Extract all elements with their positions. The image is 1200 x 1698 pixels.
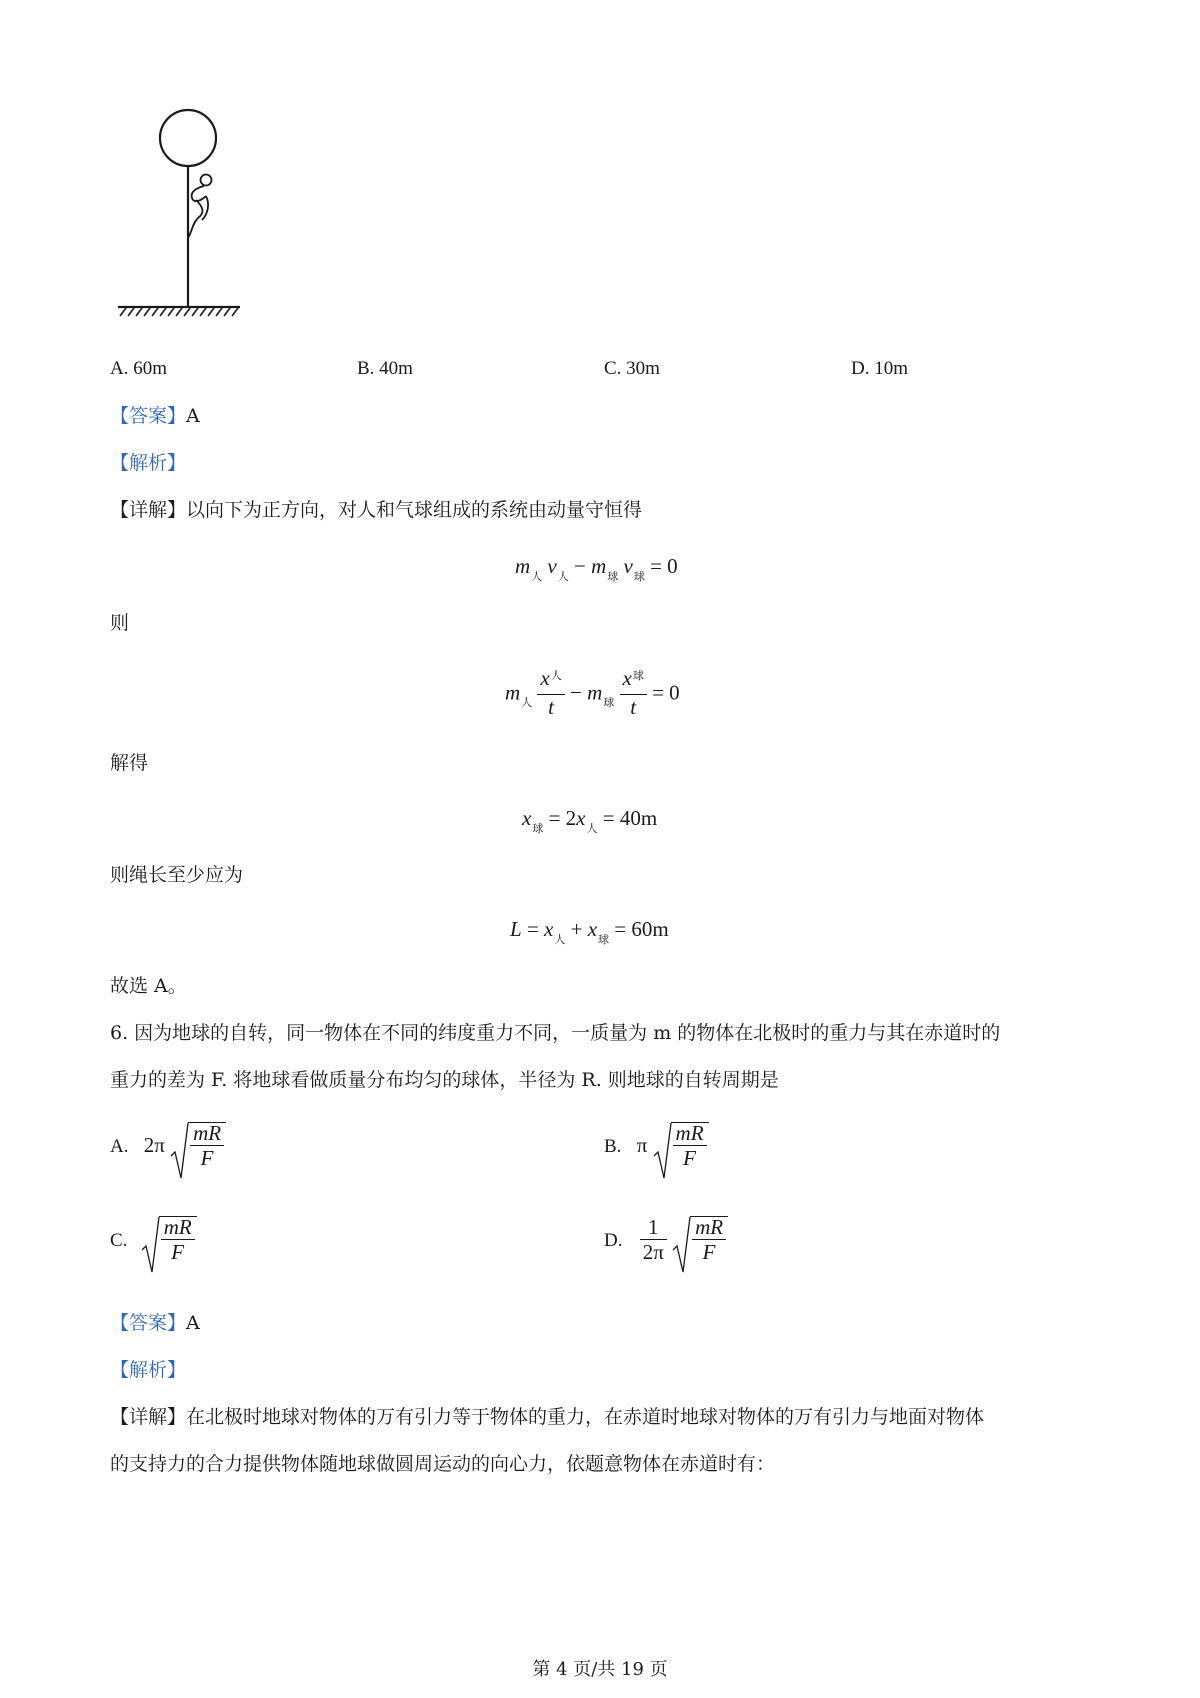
q5-option-a: A. 60m [110,358,167,379]
ground-hatch [120,308,238,316]
q6-option-a: A. 2π $\frac{mR}{F}$ [110,1122,226,1172]
detail-tag: 【详解】 [110,499,187,521]
radical-c: $\frac{mR}{F}$ [141,1216,197,1266]
word-solve: 解得 [110,752,149,774]
balloon-figure [110,100,270,330]
balloon-circle [160,110,216,166]
equation-3: $x_球 = 2x_人 = 40m$ [522,806,658,835]
q5-analysis-tag: 【解析】 [110,452,187,474]
radical-a: $\frac{mR}{F}$ [170,1122,226,1172]
answer-tag: 【答案】 [110,405,187,427]
person-shape [188,175,212,239]
q6-option-d: D. $\frac{1}{2\pi}$ $\frac{mR}{F}$ [604,1216,728,1266]
q5-option-c: C. 30m [604,358,660,379]
answer-value: A [186,1312,200,1334]
radical-b: $\frac{mR}{F}$ [653,1122,709,1172]
q5-option-d: D. 10m [851,358,908,379]
answer-tag: 【答案】 [110,1312,187,1334]
radical-d: $\frac{mR}{F}$ [672,1216,728,1266]
detail-text: 以向下为正方向，对人和气球组成的系统由动量守恒得 [186,499,643,521]
q6-detail-line1 [110,1406,984,1428]
q6-answer [110,1312,200,1334]
q6-detail-line2: 的支持力的合力提供物体随地球做圆周运动的向心力，依题意物体在赤道时有： [110,1453,776,1475]
rope-length-text: 则绳长至少应为 [110,864,244,886]
q6-analysis-tag: 【解析】 [110,1359,187,1381]
q5-conclusion: 故选 A。 [110,975,187,997]
answer-value: A [186,405,200,427]
q5-detail [110,499,642,521]
equation-2: $m_人$ $\frac{x^人}{t}$ − $m_球$ $\frac{x^球}{t}$ = 0 [505,666,680,719]
detail-text: 在北极时地球对物体的万有引力等于物体的重力，在赤道时地球对物体的万有引力与地面对物体 [186,1406,985,1428]
page-footer: 第 4 页/共 19 页 [532,1659,668,1680]
q6-option-c: C. $\frac{mR}{F}$ [110,1216,197,1266]
q5-option-b: B. 40m [357,358,413,379]
word-then: 则 [110,612,130,634]
detail-tag: 【详解】 [110,1406,187,1428]
equation-1: $m_人$ $v_人 - m_球$ $v_球 = 0$ [515,554,678,583]
q5-answer [110,405,200,427]
q6-stem-line1: 6. 因为地球的自转，同一物体在不同的纬度重力不同，一质量为 m 的物体在北极时的重力与其在赤道时的 [110,1022,1001,1044]
q6-option-b: B. π $\frac{mR}{F}$ [604,1122,709,1172]
equation-4: $L = x_人 + x_球 = 60m$ [510,917,669,946]
q6-stem-line2: 重力的差为 F. 将地球看做质量分布均匀的球体，半径为 R. 则地球的自转周期是 [110,1069,779,1091]
